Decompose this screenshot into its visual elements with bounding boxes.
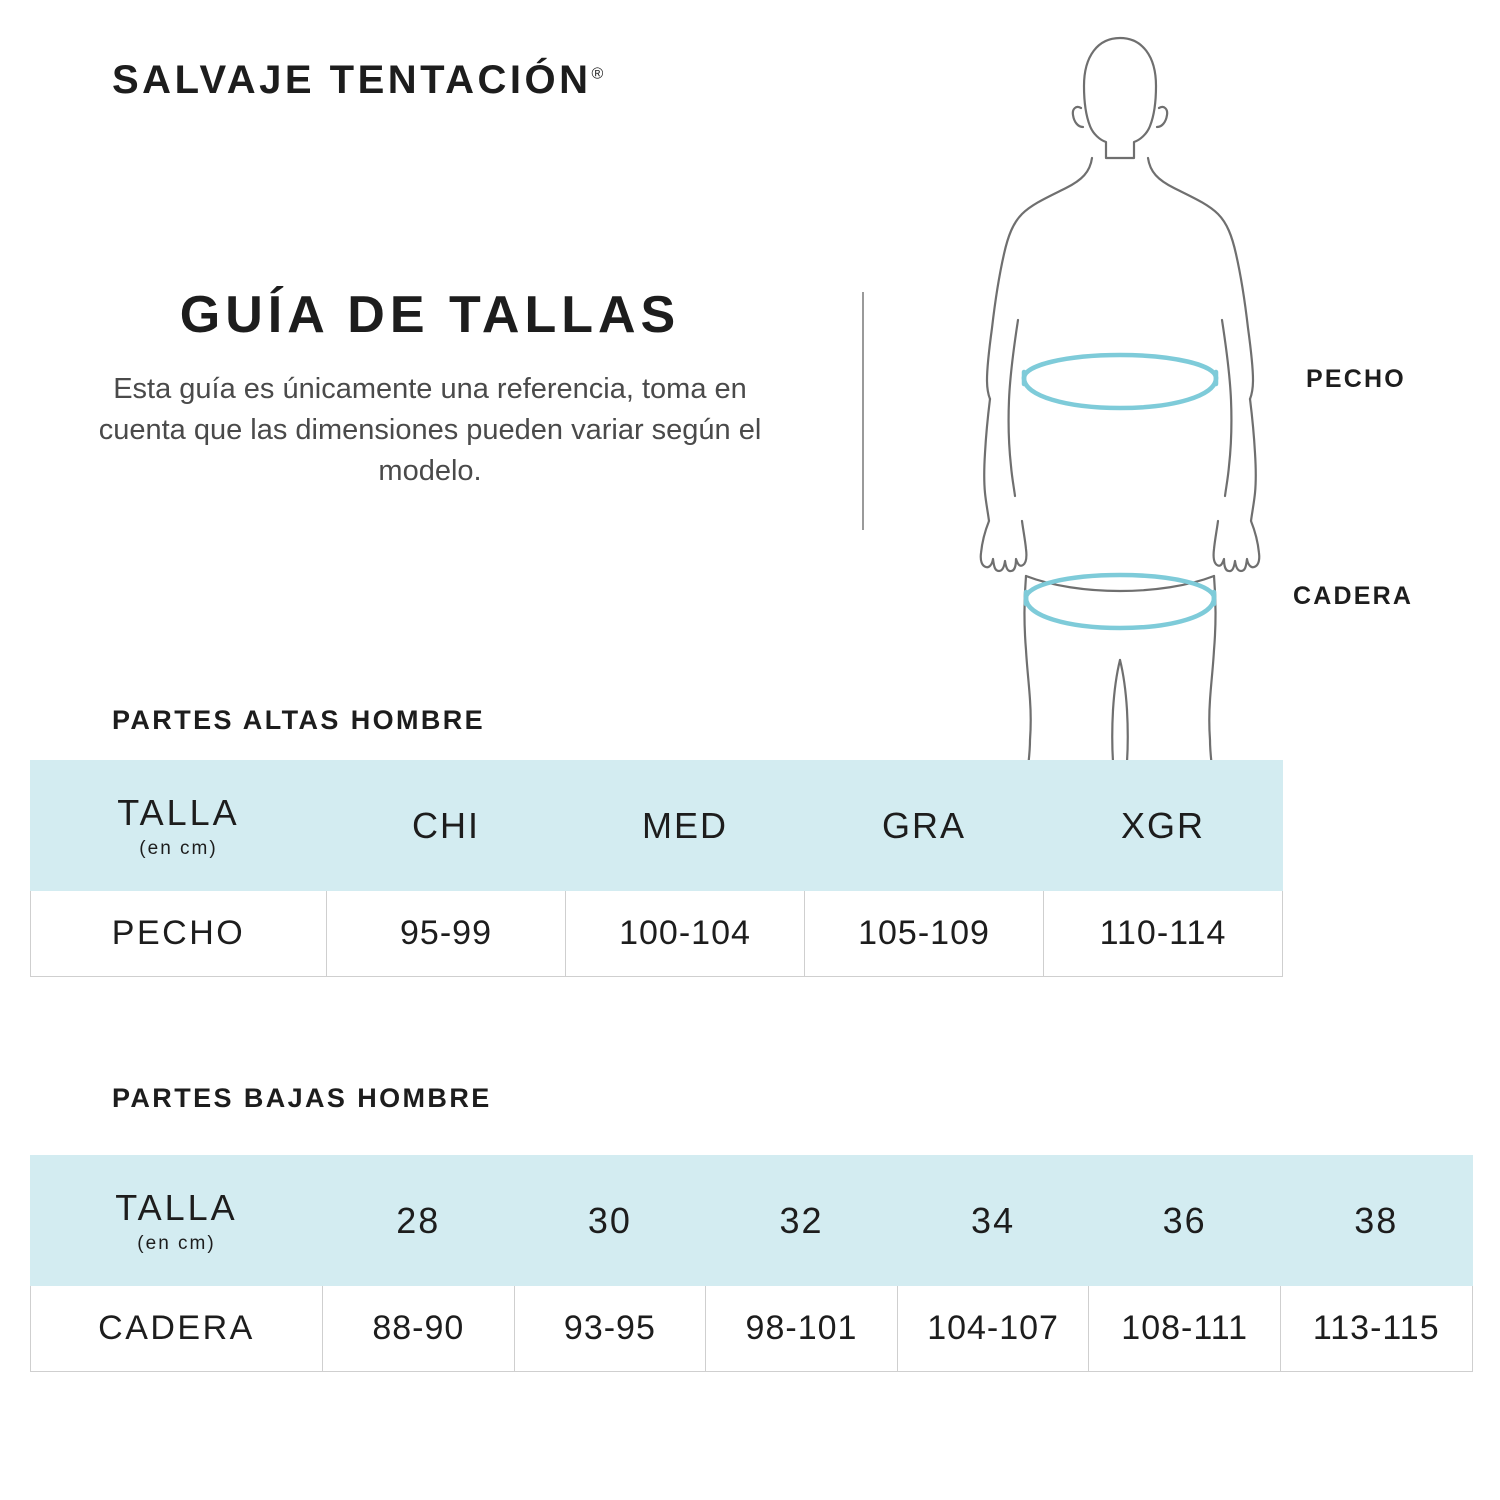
table-header-label-text: TALLA [115, 1186, 238, 1228]
table-header-label-text: TALLA [117, 791, 240, 833]
table-header-label [31, 761, 327, 891]
table-header-size: XGR [1044, 761, 1283, 891]
table-row [31, 1286, 1473, 1372]
table-header-row [31, 761, 1283, 891]
callout-label-pecho: PECHO [1306, 365, 1406, 393]
table-header-label-unit: (en cm) [137, 1232, 216, 1254]
table-header-size: 32 [706, 1156, 898, 1286]
table-header-size: GRA [805, 761, 1044, 891]
table-cell: 104-107 [897, 1286, 1089, 1372]
table-header-label-unit: (en cm) [139, 837, 218, 859]
table-header-size: CHI [327, 761, 566, 891]
vertical-divider [862, 292, 864, 530]
body-figure-illustration [940, 20, 1300, 780]
table-header-row [31, 1156, 1473, 1286]
section-title-tops: PARTES ALTAS HOMBRE [112, 705, 486, 735]
table-header-size: 30 [514, 1156, 706, 1286]
callout-label-cadera: CADERA [1293, 582, 1414, 610]
table-cell: 93-95 [514, 1286, 706, 1372]
table-cell: 98-101 [706, 1286, 898, 1372]
table-header-size: MED [566, 761, 805, 891]
table-cell: 113-115 [1280, 1286, 1472, 1372]
table-cell: 95-99 [327, 891, 566, 977]
table-header-size: 28 [323, 1156, 515, 1286]
male-body-outline-icon [940, 20, 1300, 780]
table-cell: 105-109 [805, 891, 1044, 977]
table-header-label [31, 1156, 323, 1286]
table-row-label: CADERA [31, 1286, 323, 1372]
table-cell: 88-90 [323, 1286, 515, 1372]
size-table-bottoms [30, 1155, 1473, 1372]
table-row [31, 891, 1283, 977]
intro-description: Esta guía es únicamente una referencia, toma en cuenta que las dimensiones pueden variar según el modelo. [98, 373, 762, 488]
registered-trademark-icon: ® [591, 65, 604, 83]
section-title-bottoms: PARTES BAJAS HOMBRE [112, 1083, 492, 1113]
chest-measure-line-icon [1024, 355, 1216, 408]
table-cell: 110-114 [1044, 891, 1283, 977]
table-cell: 100-104 [566, 891, 805, 977]
brand-logo [112, 58, 603, 103]
page-title: GUÍA DE TALLAS [179, 286, 681, 344]
table-cell: 108-111 [1089, 1286, 1281, 1372]
intro-block [90, 285, 770, 493]
size-table-tops [30, 760, 1283, 977]
table-row-label: PECHO [31, 891, 327, 977]
table-header-size: 34 [897, 1156, 1089, 1286]
table-header-size: 36 [1089, 1156, 1281, 1286]
table-header-size: 38 [1280, 1156, 1472, 1286]
brand-name: SALVAJE TENTACIÓN [112, 58, 592, 102]
